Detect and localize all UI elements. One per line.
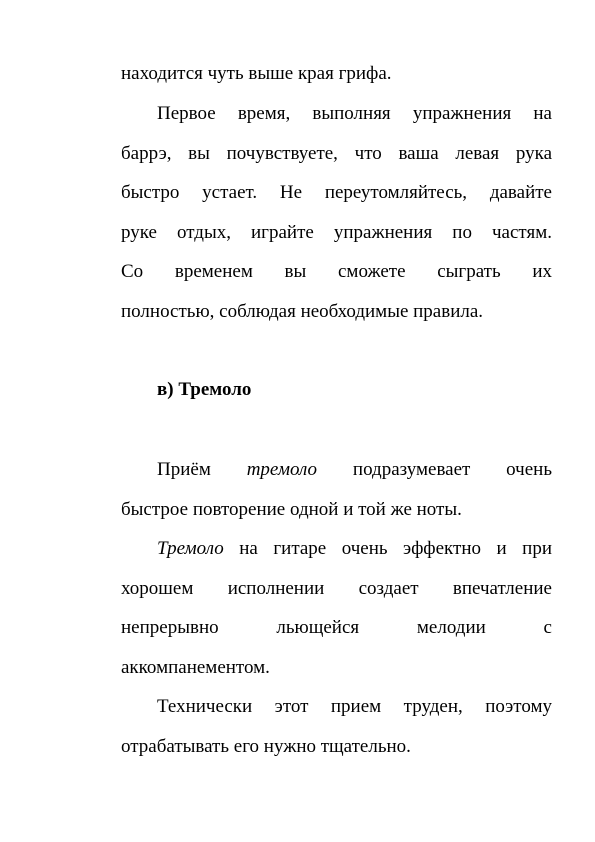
paragraph-first-line bbox=[157, 458, 552, 482]
text-line: быстро устает. Не переутомляйтесь, давайте bbox=[121, 182, 552, 203]
text-line: быстрое повторение одной и той же ноты. bbox=[121, 499, 462, 520]
text-span: Приём bbox=[157, 459, 211, 480]
text-line: находится чуть выше края грифа. bbox=[121, 63, 392, 84]
text-line: полностью, соблюдая необходимые правила. bbox=[121, 301, 484, 322]
text-line: отрабатывать его нужно тщательно. bbox=[121, 736, 411, 757]
text-span: подразумевает очень bbox=[352, 459, 552, 480]
paragraph-first-line: Технически этот прием труден, поэтому bbox=[157, 696, 552, 717]
text-line: баррэ, вы почувствуете, что ваша левая рука bbox=[121, 143, 552, 164]
text-line: аккомпанементом. bbox=[121, 657, 270, 678]
text-line: Со временем вы сможете сыграть их bbox=[121, 261, 552, 282]
text-line: непрерывно льющейся мелодии с bbox=[121, 617, 552, 638]
text-line: хорошем исполнении создает впечатление bbox=[121, 578, 552, 599]
paragraph-first-line: Первое время, выполняя упражнения на bbox=[157, 103, 552, 124]
text-span: на гитаре очень эффектно и при bbox=[239, 538, 552, 559]
section-heading: в) Тремоло bbox=[157, 379, 252, 400]
italic-term: Тремоло bbox=[157, 538, 224, 559]
paragraph-first-line bbox=[157, 537, 552, 561]
italic-term: тремоло bbox=[246, 459, 318, 480]
text-line: руке отдых, играйте упражнения по частям. bbox=[121, 222, 552, 243]
